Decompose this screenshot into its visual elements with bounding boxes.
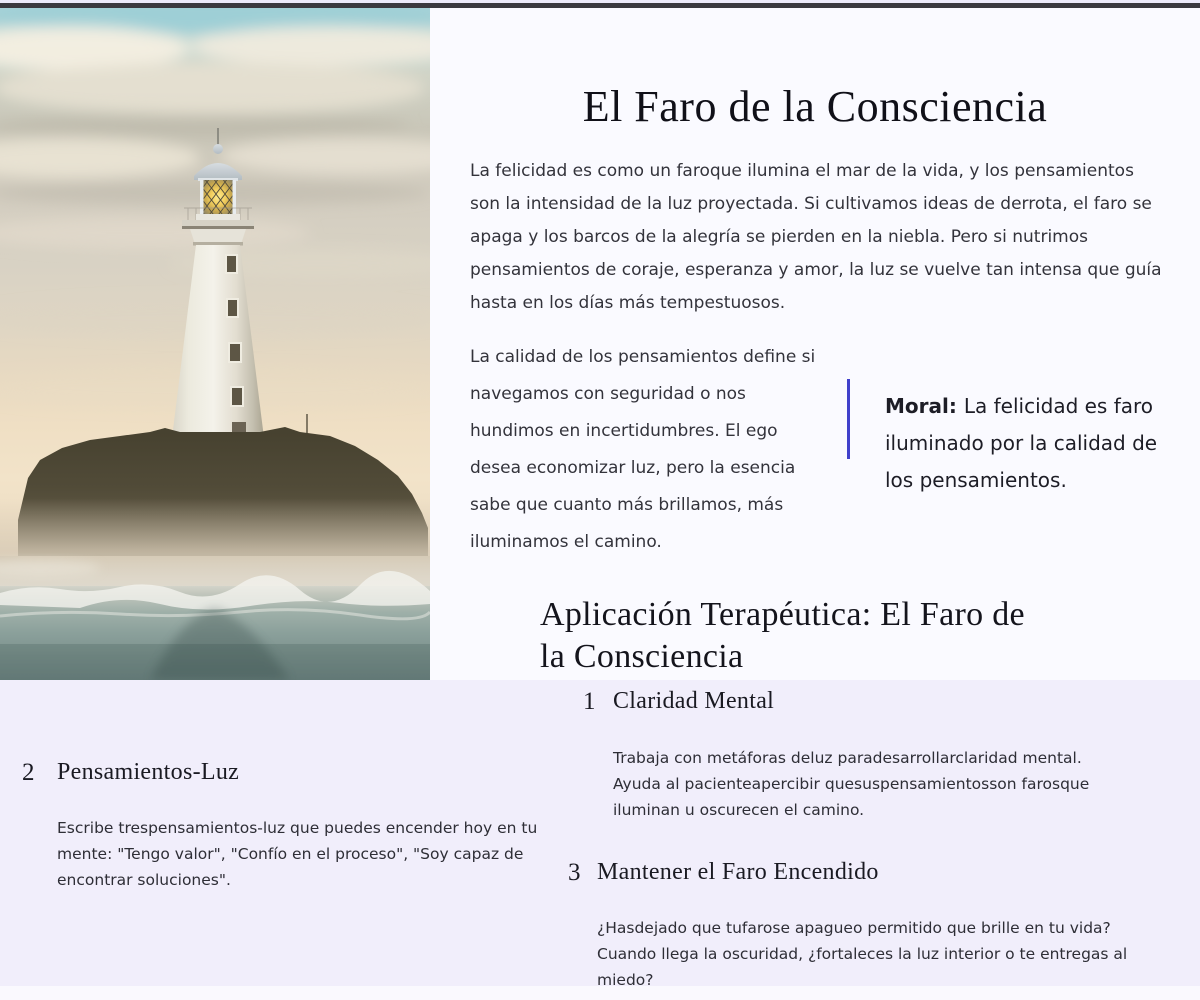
step-body: Trabaja con metáforas deluz paradesarrollarclaridad mental. Ayuda al pacienteapercibir quesuspensamientosson farosque iluminan u oscurecen el camino. <box>613 748 1090 819</box>
step-body: Escribe trespensamientos-luz que puedes encender hoy en tu mente: "Tengo valor", "Confío en el proceso", "Soy capaz de encontrar soluciones". <box>57 818 538 889</box>
moral-text: La felicidad es faro iluminado por la calidad de los pensamientos. <box>885 394 1158 492</box>
moral-callout <box>885 388 1185 499</box>
intro-paragraph: La felicidad es como un faroque ilumina el mar de la vida, y los pensamientos son la intensidad de la luz proyectada. Si cultivamos ideas de derrota, el faro se apaga y los barcos de la alegría se pierden en la niebla. Pero si nutrimos pensamientos de coraje, esperanza y amor, la luz se vuelve tan intensa que guía hasta en los días más tempestuosos. <box>470 161 1162 313</box>
body-paragraph: La calidad de los pensamientos define si navegamos con seguridad o nos hundimos en incertidumbres. El ego desea economizar luz, pero la esencia sabe que cuanto más brillamos, más iluminamos el camino. <box>470 347 816 552</box>
step-number: 2 <box>22 759 35 786</box>
foreground-shadow <box>0 644 430 680</box>
step-body: ¿Hasdejado que tufarose apagueo permitido que brille en tu vida? Cuando llega la oscuridad, ¿fortaleces la luz interior o te entregas al miedo? <box>597 918 1128 989</box>
page-title: El Faro de la Consciencia <box>582 82 1048 132</box>
moral-label: Moral: <box>885 394 957 418</box>
moral-accent-bar <box>847 379 850 459</box>
step-number: 3 <box>568 859 581 886</box>
step-title: Pensamientos-Luz <box>57 759 240 785</box>
section-heading: Aplicación Terapéutica: El Faro de la Consciencia <box>540 596 1025 676</box>
lighthouse-photo <box>0 8 430 680</box>
step-title: Claridad Mental <box>613 688 775 714</box>
step-title: Mantener el Faro Encendido <box>597 859 879 885</box>
lighthouse-photo-art <box>0 8 430 680</box>
step-number: 1 <box>583 688 596 715</box>
